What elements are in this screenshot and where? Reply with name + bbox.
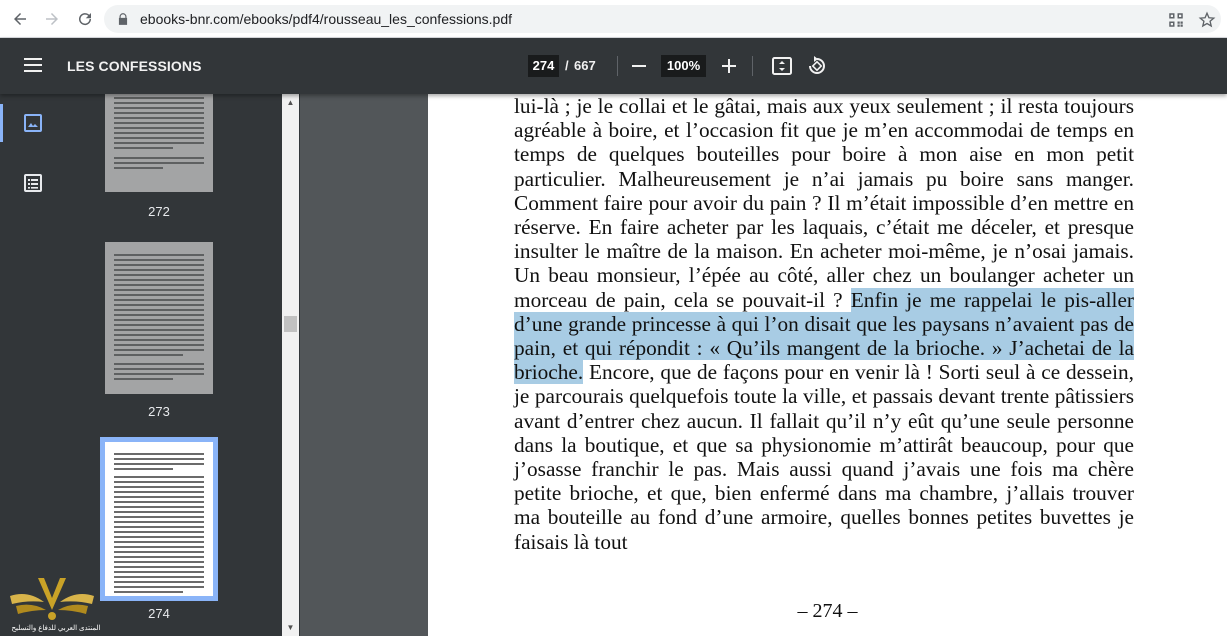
scroll-down-arrow[interactable]: ▼ bbox=[286, 623, 295, 632]
forum-logo bbox=[8, 570, 101, 636]
highlighted-text[interactable]: Enfin je me rappelai le pis-aller d’une grande princesse à qui l’on disait que les paysans n’avaient pas de pain, et qui répondit : « Qu’ils mangent de la brioche. » J’achetai de la brioche. bbox=[514, 287, 1134, 385]
zoom-input[interactable]: 100% bbox=[661, 55, 706, 77]
sidebar-scrollbar[interactable] bbox=[282, 94, 299, 636]
qr-icon[interactable] bbox=[1167, 11, 1185, 29]
browser-toolbar bbox=[0, 0, 1227, 38]
document-viewer[interactable] bbox=[300, 94, 1227, 636]
outline-icon[interactable] bbox=[0, 154, 66, 212]
paragraph bbox=[514, 94, 1134, 554]
star-icon[interactable] bbox=[1198, 11, 1216, 29]
document-title: LES CONFESSIONS bbox=[67, 58, 202, 74]
url-text[interactable]: ebooks-bnr.com/ebooks/pdf4/rousseau_les_confessions.pdf bbox=[140, 11, 513, 27]
pdf-toolbar bbox=[0, 38, 1227, 94]
thumbnail-label: 272 bbox=[148, 204, 170, 219]
rotate-icon[interactable] bbox=[805, 54, 829, 78]
page-number-input[interactable]: 274 bbox=[528, 55, 559, 77]
pdf-page bbox=[428, 94, 1227, 636]
lock-icon[interactable] bbox=[116, 12, 130, 26]
page-separator: / bbox=[565, 58, 569, 73]
address-bar[interactable] bbox=[104, 5, 1221, 33]
text-before-highlight: lui-là ; je le collai et le gâtai, mais aux yeux seulement ; il resta toujours agréable à boire, et l’occasion fit que je m’en accommodai de temps en temps de quelques bouteilles pour boire à mon aise en mon petit particulier. Malheureusement je n’ai jamais pu boire sans manger. Comment faire pour avoir du pain ? Il m’était impossible d’en mettre en réserve. En faire acheter par les laquais, c’était me déceler, et presque insulter le maître de la maison. En acheter moi-même, je n’osai jamais. Un beau monsieur, l’épée au côté, aller chez un boulanger acheter un morceau de pain, cela se pouvait-il ? bbox=[514, 94, 1134, 312]
fit-page-icon[interactable] bbox=[770, 54, 794, 78]
toolbar-divider bbox=[752, 56, 753, 76]
zoom-out-icon[interactable] bbox=[627, 54, 651, 78]
forward-icon[interactable] bbox=[40, 7, 64, 31]
zoom-in-icon[interactable] bbox=[717, 54, 741, 78]
page-text[interactable] bbox=[514, 94, 1134, 554]
page-thumbnail[interactable] bbox=[105, 242, 213, 394]
scrollbar-thumb[interactable] bbox=[284, 316, 297, 332]
total-pages: 667 bbox=[574, 58, 596, 73]
thumbnail-label: 274 bbox=[148, 606, 170, 621]
page-thumbnail-active[interactable] bbox=[105, 442, 213, 596]
thumbnail-sidebar bbox=[0, 94, 300, 636]
back-icon[interactable] bbox=[8, 7, 32, 31]
scroll-up-arrow[interactable]: ▲ bbox=[286, 98, 295, 107]
text-after-highlight: Encore, que de façons pour en venir là ! Sorti seul à ce dessein, je parcourais quelquefois toute la ville, et passais devant trente pâtissiers avant d’entrer chez aucun. Il fallait qu’il n’y eût qu’une seule personne dans la boutique, et que sa physionomie m’attirât beaucoup, pour que j’osasse franchir le pas. Mais aussi quand j’avais une fois ma chère petite brioche, et que, bien enfermé dans ma chambre, j’allais trouver ma bouteille au fond d’une armoire, quelles bonnes petites buvettes je faisais là tout bbox=[514, 360, 1135, 554]
thumbnail-label: 273 bbox=[148, 404, 170, 419]
page-thumbnail[interactable] bbox=[105, 94, 213, 192]
page-number: – 274 – bbox=[797, 600, 858, 622]
thumbnails-icon[interactable] bbox=[0, 94, 66, 152]
watermark-text: المنتدى العربي للدفاع والتسليح bbox=[11, 625, 101, 632]
menu-icon[interactable] bbox=[24, 58, 42, 72]
reload-icon[interactable] bbox=[73, 7, 97, 31]
toolbar-divider bbox=[617, 56, 618, 76]
